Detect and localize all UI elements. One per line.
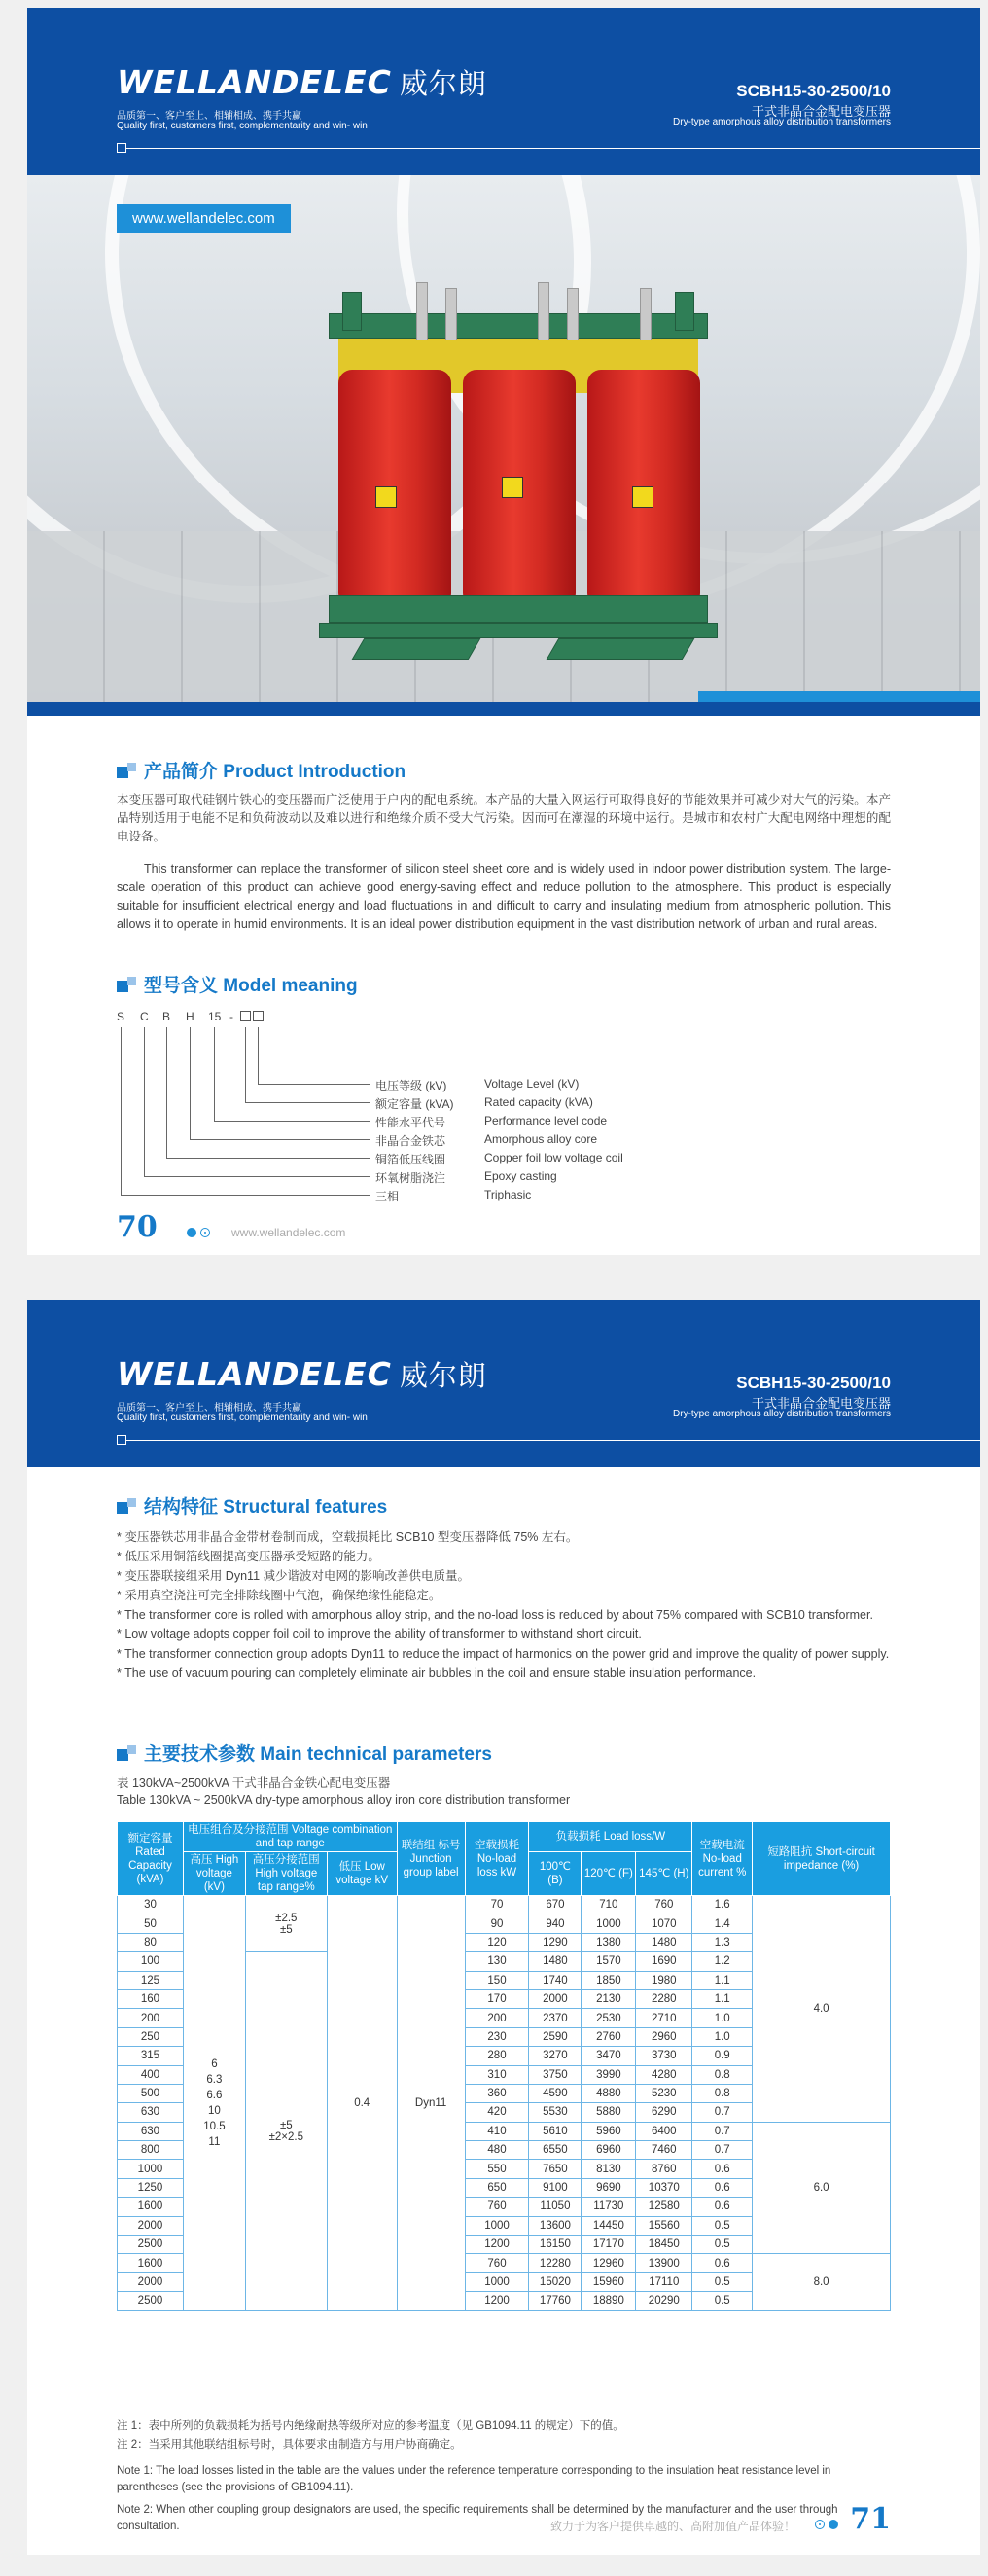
table-cell: 760 — [636, 1896, 692, 1914]
table-cell: 5960 — [582, 2122, 636, 2140]
section-square-icon — [117, 763, 136, 778]
intro-text-en: This transformer can replace the transformer of silicon steel sheet core and is widely used in indoor power distribution system. The large-scale operation of this product can achieve good energy-saving effect and reduce pollution to the atmosphere. This product is especially suitable for insufficient electrical energy and load fluctuations in and difficult to carry and insulating medium from atmospheric pollution. This allows it to operate in humid environments. It is an ideal power distribution equipment in the vast distribution network of urban and rural areas. — [117, 862, 891, 931]
page-71 — [27, 1300, 980, 2555]
col-low-voltage: 低压 Low voltage kV — [327, 1852, 397, 1896]
table-cell: 3730 — [636, 2047, 692, 2065]
feature-item: * Low voltage adopts copper foil coil to improve the ability of transformer to withstand short circuit. — [117, 1628, 642, 1641]
model-subtitle-cn: 干式非晶合金配电变压器 — [751, 1396, 891, 1411]
feature-list — [117, 1528, 891, 1683]
brand-logo: WELLANDELEC 威尔朗 — [117, 1355, 487, 1393]
table-cell: 17760 — [529, 2292, 582, 2310]
meaning-cn: 电压等级 (kV) — [375, 1079, 447, 1092]
table-cell: 1200 — [465, 2236, 529, 2254]
table-cell: 1980 — [636, 1971, 692, 1989]
table-cell: 9100 — [529, 2178, 582, 2197]
table-cell: 1480 — [529, 1952, 582, 1971]
table-cell: 150 — [465, 1971, 529, 1989]
intro-text-cn: 本变压器可取代硅钢片铁心的变压器而广泛使用于户内的配电系统。本产品的大量入网运行可取得良好的节能效果并可减少对大气的污染。本产品特别适用于电能不足和负荷波动以及难以进行和绝缘介质不受大气污染。因而可在潮湿的环境中运行。是城市和农村广大配电网络中理想的配电设备。 — [117, 793, 891, 843]
feature-item: * The transformer core is rolled with amorphous alloy strip, and the no-load loss is reduced by about 75% compared with SCB10 transformer. — [117, 1608, 873, 1622]
table-cell: 0.6 — [692, 2178, 753, 2197]
table-cell: 0.5 — [692, 2236, 753, 2254]
table-cell: 7650 — [529, 2160, 582, 2178]
table-cell: 1250 — [118, 2178, 184, 2197]
table-cell: 280 — [465, 2047, 529, 2065]
table-cell: 17110 — [636, 2272, 692, 2291]
table-cell: 20290 — [636, 2292, 692, 2310]
code-letter: C — [140, 1010, 149, 1023]
table-cell: 8.0 — [753, 2254, 891, 2310]
feature-item: * The transformer connection group adopts Dyn11 to reduce the impact of harmonics on the power grid and improve the quality of power supply. — [117, 1647, 890, 1661]
slogan-cn: 品质第一、客户至上、相辅相成、携手共赢 — [117, 1403, 301, 1413]
table-cell: 230 — [465, 2027, 529, 2046]
table-cell: 500 — [118, 2084, 184, 2102]
table-cell: 12580 — [636, 2198, 692, 2216]
table-cell: 13900 — [636, 2254, 692, 2272]
website-badge[interactable]: www.wellandelec.com — [117, 204, 291, 233]
model-subtitle-en: Dry-type amorphous alloy distribution transformers — [673, 1409, 891, 1419]
table-cell: 710 — [582, 1896, 636, 1914]
section-square-icon — [117, 1745, 136, 1761]
feature-item: * 低压采用铜箔线圈提高变压器承受短路的能力。 — [117, 1550, 380, 1563]
meaning-cn: 铜箔低压线圈 — [375, 1153, 446, 1166]
meaning-en: Amorphous alloy core — [484, 1132, 598, 1146]
table-cell: 18450 — [636, 2236, 692, 2254]
table-cell: 1.0 — [692, 2009, 753, 2027]
table-caption-en: Table 130kVA ~ 2500kVA dry-type amorphous alloy iron core distribution transformer — [117, 1793, 571, 1807]
table-cell: 0.5 — [692, 2292, 753, 2310]
page-dots-icon — [187, 1228, 210, 1237]
table-cell: 2590 — [529, 2027, 582, 2046]
table-cell: 670 — [529, 1896, 582, 1914]
table-cell: 1.1 — [692, 1989, 753, 2008]
table-cell: 4880 — [582, 2084, 636, 2102]
table-cell: 5230 — [636, 2084, 692, 2102]
table-cell: 13600 — [529, 2216, 582, 2235]
table-cell: 90 — [465, 1914, 529, 1933]
table-cell: 200 — [465, 2009, 529, 2027]
table-cell: 80 — [118, 1933, 184, 1951]
col-load-loss: 负载损耗 Load loss/W — [529, 1822, 692, 1852]
table-cell: 16150 — [529, 2236, 582, 2254]
note-en-2: Note 2: When other coupling group designators are used, the specific requirements shall be determined by the manufacturer and the user through consultation. — [117, 2504, 838, 2532]
table-cell: 30 — [118, 1896, 184, 1914]
table-cell: 315 — [118, 2047, 184, 2065]
table-cell: 125 — [118, 1971, 184, 1989]
table-cell: 70 — [465, 1896, 529, 1914]
meaning-en: Epoxy casting — [484, 1169, 557, 1183]
table-cell: 0.8 — [692, 2084, 753, 2102]
table-cell: ±5 ±2×2.5 — [245, 1952, 327, 2310]
table-cell: ±2.5 ±5 — [245, 1896, 327, 1952]
meaning-en: Triphasic — [484, 1188, 532, 1201]
table-cell: 4280 — [636, 2065, 692, 2084]
table-cell: 17170 — [582, 2236, 636, 2254]
table-cell: 0.8 — [692, 2065, 753, 2084]
col-100c: 100℃ (B) — [529, 1852, 582, 1896]
hero-bottom-strip — [27, 702, 980, 716]
table-cell: 420 — [465, 2103, 529, 2122]
table-cell: 2000 — [118, 2216, 184, 2235]
table-cell: 10370 — [636, 2178, 692, 2197]
table-cell: 1290 — [529, 1933, 582, 1951]
table-cell: 1070 — [636, 1914, 692, 1933]
model-meaning-section — [117, 971, 891, 997]
table-cell: 0.4 — [327, 1896, 397, 2311]
table-cell: 1.0 — [692, 2027, 753, 2046]
col-noload-current: 空载电流 No-load current % — [692, 1822, 753, 1896]
table-cell: 3990 — [582, 2065, 636, 2084]
table-cell: 1000 — [582, 1914, 636, 1933]
table-cell: 5880 — [582, 2103, 636, 2122]
table-cell: 0.7 — [692, 2103, 753, 2122]
table-cell: 18890 — [582, 2292, 636, 2310]
table-cell: 1000 — [465, 2216, 529, 2235]
table-cell: 400 — [118, 2065, 184, 2084]
section-square-icon — [117, 977, 136, 992]
meaning-en: Voltage Level (kV) — [484, 1077, 580, 1091]
col-noload-loss: 空载损耗 No-load loss kW — [465, 1822, 529, 1896]
col-145c: 145℃ (H) — [636, 1852, 692, 1896]
table-cell: 15020 — [529, 2272, 582, 2291]
table-cell: 0.6 — [692, 2254, 753, 2272]
slogan-cn: 品质第一、客户至上、相辅相成、携手共赢 — [117, 111, 301, 122]
page-number: 70 — [117, 1210, 158, 1244]
meaning-en: Copper foil low voltage coil — [484, 1151, 623, 1164]
table-cell: 1570 — [582, 1952, 636, 1971]
table-cell: 6400 — [636, 2122, 692, 2140]
table-cell: 1000 — [465, 2272, 529, 2291]
table-cell: 480 — [465, 2141, 529, 2160]
table-cell: 2370 — [529, 2009, 582, 2027]
page-70 — [27, 8, 980, 1255]
page-header — [27, 8, 980, 175]
meaning-en: Performance level code — [484, 1114, 608, 1127]
section-title: 主要技术参数 Main technical parameters — [117, 1739, 891, 1766]
col-impedance: 短路阻抗 Short-circuit impedance (%) — [753, 1822, 891, 1896]
page-dots-icon — [815, 2520, 838, 2529]
hero-image — [27, 175, 980, 716]
table-cell: 1600 — [118, 2254, 184, 2272]
table-cell: 1600 — [118, 2198, 184, 2216]
table-cell: 1380 — [582, 1933, 636, 1951]
table-cell: 1.3 — [692, 1933, 753, 1951]
footer-tagline: 致力于为客户提供卓越的、高附加值产品体验！ — [549, 2520, 795, 2533]
meaning-cn: 性能水平代号 — [375, 1116, 446, 1129]
table-cell: 9690 — [582, 2178, 636, 2197]
technical-parameters — [117, 1739, 891, 1808]
table-cell: 50 — [118, 1914, 184, 1933]
table-cell: 410 — [465, 2122, 529, 2140]
model-meaning-diagram — [117, 1010, 797, 1204]
table-cell: 0.5 — [692, 2272, 753, 2291]
section-title: 型号含义 Model meaning — [117, 971, 891, 997]
table-cell: 2710 — [636, 2009, 692, 2027]
page-number: 71 — [850, 2502, 891, 2536]
table-cell: 0.6 — [692, 2160, 753, 2178]
table-cell: 1.2 — [692, 1952, 753, 1971]
table-cell: 630 — [118, 2122, 184, 2140]
table-cell: 1.4 — [692, 1914, 753, 1933]
table-cell: 8130 — [582, 2160, 636, 2178]
table-cell: Dyn11 — [397, 1896, 465, 2311]
table-cell: 550 — [465, 2160, 529, 2178]
table-cell: 1740 — [529, 1971, 582, 1989]
table-cell: 3750 — [529, 2065, 582, 2084]
table-cell: 0.5 — [692, 2216, 753, 2235]
model-subtitle-en: Dry-type amorphous alloy distribution transformers — [673, 117, 891, 127]
table-cell: 1690 — [636, 1952, 692, 1971]
table-cell: 1000 — [118, 2160, 184, 2178]
placeholder-box-icon — [253, 1011, 264, 1021]
table-cell: 0.7 — [692, 2141, 753, 2160]
code-letter: B — [162, 1010, 171, 1023]
table-cell: 2000 — [118, 2272, 184, 2291]
transformer-photo — [290, 292, 747, 700]
table-cell: 2960 — [636, 2027, 692, 2046]
note-en-1: Note 1: The load losses listed in the table are the values under the reference temperature corresponding to the insulation heat resistance level in parentheses (see the provisions of GB1094.11). — [117, 2465, 831, 2493]
feature-item: * 采用真空浇注可完全排除线圈中气泡，确保绝缘性能稳定。 — [117, 1589, 441, 1602]
placeholder-box-icon — [240, 1011, 251, 1021]
table-cell: 12960 — [582, 2254, 636, 2272]
meaning-cn: 非晶合金铁芯 — [375, 1134, 446, 1148]
table-cell: 2000 — [529, 1989, 582, 2008]
model-subtitle-cn: 干式非晶合金配电变压器 — [751, 104, 891, 119]
header-divider — [117, 1440, 980, 1441]
table-cell: 1.1 — [692, 1971, 753, 1989]
structural-features — [117, 1492, 891, 1684]
header-box-icon — [117, 143, 126, 153]
table-cell: 3470 — [582, 2047, 636, 2065]
table-cell: 650 — [465, 2178, 529, 2197]
table-cell: 100 — [118, 1952, 184, 1971]
table-cell: 1.6 — [692, 1896, 753, 1914]
table-cell: 12280 — [529, 2254, 582, 2272]
table-cell: 2760 — [582, 2027, 636, 2046]
table-cell: 2530 — [582, 2009, 636, 2027]
brand-logo: WELLANDELEC 威尔朗 — [117, 63, 487, 101]
table-cell: 2130 — [582, 1989, 636, 2008]
technical-parameters-table — [117, 1821, 891, 2311]
col-junction: 联结组 标号 Junction group label — [397, 1822, 465, 1896]
table-cell: 0.7 — [692, 2122, 753, 2140]
table-cell: 1480 — [636, 1933, 692, 1951]
table-cell: 3270 — [529, 2047, 582, 2065]
table-cell: 170 — [465, 1989, 529, 2008]
table-cell: 6550 — [529, 2141, 582, 2160]
table-cell: 7460 — [636, 2141, 692, 2160]
table-cell: 8760 — [636, 2160, 692, 2178]
table-cell: 0.6 — [692, 2198, 753, 2216]
meaning-cn: 三相 — [375, 1190, 400, 1203]
table-cell: 1200 — [465, 2292, 529, 2310]
table-cell: 250 — [118, 2027, 184, 2046]
table-cell: 310 — [465, 2065, 529, 2084]
code-letter: S — [117, 1010, 125, 1023]
table-cell: 6 6.3 6.6 10 10.5 11 — [183, 1896, 245, 2311]
table-cell: 5610 — [529, 2122, 582, 2140]
col-rated-capacity: 额定容量 Rated Capacity (kVA) — [118, 1822, 184, 1896]
code-letter: - — [229, 1010, 233, 1023]
note-cn-1: 注 1：表中所列的负载损耗为括号内绝缘耐热等级所对应的参考温度（见 GB1094.11 的规定）下的值。 — [117, 2420, 624, 2432]
table-cell: 940 — [529, 1914, 582, 1933]
table-cell: 760 — [465, 2254, 529, 2272]
section-title: 产品简介 Product Introduction — [117, 757, 891, 783]
code-letter: 15 — [208, 1010, 222, 1023]
header-box-icon — [117, 1435, 126, 1445]
feature-item: * 变压器联接组采用 Dyn11 减少谐波对电网的影响改善供电质量。 — [117, 1569, 470, 1583]
table-cell: 360 — [465, 2084, 529, 2102]
product-introduction — [117, 757, 891, 934]
model-title: SCBH15-30-2500/10 — [736, 82, 891, 100]
footer-url[interactable]: www.wellandelec.com — [231, 1226, 346, 1239]
page-header — [27, 1300, 980, 1467]
header-divider — [117, 148, 980, 149]
table-cell: 5530 — [529, 2103, 582, 2122]
table-cell: 800 — [118, 2141, 184, 2160]
slogan-en: Quality first, customers first, complementarity and win- win — [117, 1413, 368, 1423]
note-cn-2: 注 2：当采用其他联结组标号时，具体要求由制造方与用户协商确定。 — [117, 2439, 462, 2451]
col-voltage-combo: 电压组合及分接范围 Voltage combination and tap range — [183, 1822, 397, 1852]
table-cell: 6290 — [636, 2103, 692, 2122]
table-cell: 760 — [465, 2198, 529, 2216]
col-120c: 120℃ (F) — [582, 1852, 636, 1896]
feature-item: * The use of vacuum pouring can completely eliminate air bubbles in the coil and ensure stable insulation performance. — [117, 1666, 757, 1680]
table-cell: 4.0 — [753, 1896, 891, 2123]
table-cell: 160 — [118, 1989, 184, 2008]
meaning-cn: 环氧树脂浇注 — [375, 1171, 446, 1185]
table-cell: 6960 — [582, 2141, 636, 2160]
table-cell: 6.0 — [753, 2122, 891, 2254]
table-cell: 11730 — [582, 2198, 636, 2216]
code-letter: H — [186, 1010, 194, 1023]
hero-accent-strip — [698, 691, 980, 702]
table-caption-cn: 表 130kVA~2500kVA 干式非晶合金铁心配电变压器 — [117, 1776, 391, 1790]
table-cell: 200 — [118, 2009, 184, 2027]
table-cell: 130 — [465, 1952, 529, 1971]
table-cell: 0.9 — [692, 2047, 753, 2065]
table-cell: 630 — [118, 2103, 184, 2122]
table-cell: 4590 — [529, 2084, 582, 2102]
feature-item: * 变压器铁芯用非晶合金带材卷制而成，空载损耗比 SCB10 型变压器降低 75% 左右。 — [117, 1530, 579, 1544]
table-cell: 2500 — [118, 2292, 184, 2310]
table-cell: 15960 — [582, 2272, 636, 2291]
table-cell: 120 — [465, 1933, 529, 1951]
col-tap-range: 高压分接范围 High voltage tap range% — [245, 1852, 327, 1896]
table-cell: 15560 — [636, 2216, 692, 2235]
col-high-voltage: 高压 High voltage (kV) — [183, 1852, 245, 1896]
slogan-en: Quality first, customers first, complementarity and win- win — [117, 121, 368, 131]
model-title: SCBH15-30-2500/10 — [736, 1374, 891, 1392]
table-cell: 14450 — [582, 2216, 636, 2235]
table-cell: 11050 — [529, 2198, 582, 2216]
meaning-en: Rated capacity (kVA) — [484, 1095, 593, 1109]
table-row — [118, 1896, 891, 1914]
section-square-icon — [117, 1498, 136, 1514]
table-cell: 2500 — [118, 2236, 184, 2254]
meaning-cn: 额定容量 (kVA) — [375, 1097, 454, 1111]
table-cell: 1850 — [582, 1971, 636, 1989]
table-cell: 2280 — [636, 1989, 692, 2008]
section-title: 结构特征 Structural features — [117, 1492, 891, 1519]
